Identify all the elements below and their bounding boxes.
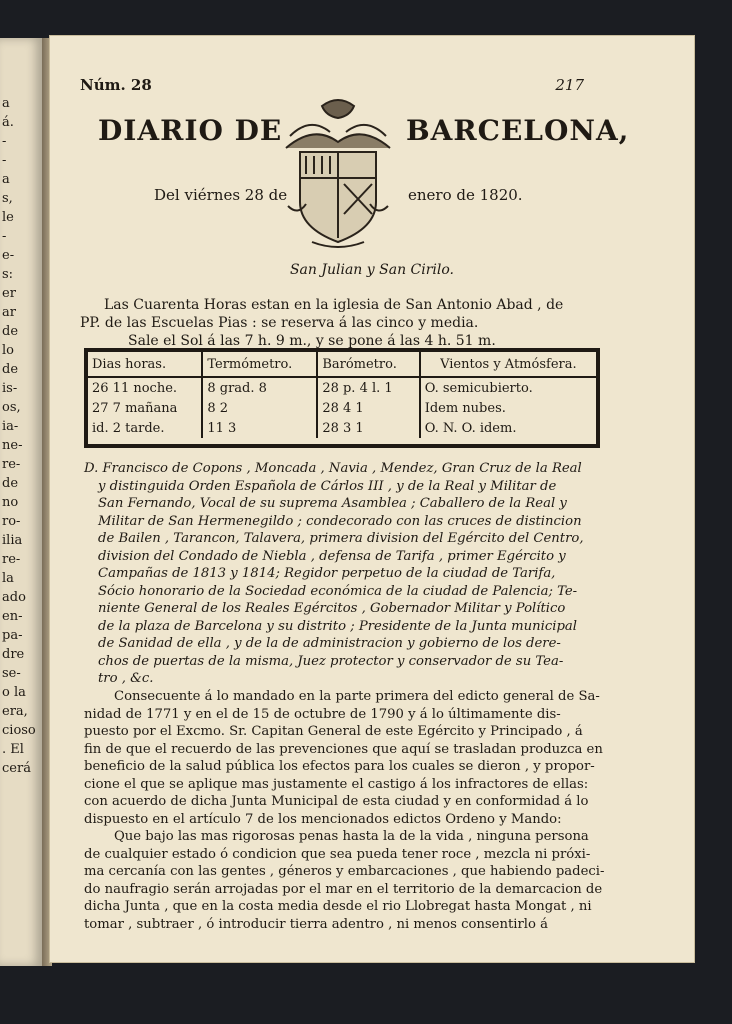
weather-table — [84, 348, 600, 448]
body-text-line: ma cercanía con las gentes , géneros y embarcaciones , que habiendo padeci- — [84, 864, 605, 879]
left-page-fragment: er — [2, 286, 16, 301]
decree-title-line: division del Condado de Niebla , defensa de Tarifa , primer Egército y — [98, 548, 566, 564]
body-text-line: dicha Junta , que en la costa media desde el rio Llobregat hasta Mongat , ni — [84, 899, 592, 914]
header-termometro: Termómetro. — [202, 352, 317, 377]
left-page-fragment: era, — [2, 704, 28, 719]
decree-title-line: Militar de San Hermenegildo ; condecorado con las cruces de distincion — [98, 513, 582, 529]
left-page-fragment: o la — [2, 685, 26, 700]
cell: 8 2 — [202, 398, 317, 418]
left-page-fragment: a — [2, 172, 10, 187]
page-number: 217 — [555, 76, 584, 94]
coat-of-arms-icon — [282, 96, 394, 252]
body-text-line: puesto por el Excmo. Sr. Capitan General de este Egército y Principado , á — [84, 724, 583, 739]
left-page-fragment: dre — [2, 647, 25, 662]
decree-title-line: D. Francisco de Copons , Moncada , Navia , Mendez, Gran Cruz de la Real — [84, 461, 582, 476]
decree-body-block — [84, 688, 605, 933]
body-text-line: cione el que se aplique mas justamente el castigo á los infractores de ellas: — [84, 776, 589, 792]
body-text-line: con acuerdo de dicha Junta Municipal de esta ciudad y en conformidad á lo — [84, 794, 589, 809]
decree-title-line: tro , &c. — [98, 671, 154, 686]
table-row — [88, 377, 596, 398]
decree-title-line: chos de puertas de la misma, Juez protector y conservador de su Tea- — [98, 653, 564, 669]
date-line-left: Del viérnes 28 de — [154, 186, 288, 204]
left-page-fragment: pa- — [2, 628, 23, 643]
left-page-fragment: - — [2, 229, 7, 244]
left-page-fragments — [0, 94, 42, 778]
left-page-fragment: ia- — [2, 419, 19, 434]
table-row — [88, 398, 596, 418]
decree-title-line: de Bailen , Tarancon, Talavera, primera division del Egército del Centro, — [98, 531, 584, 546]
left-page-edge — [0, 38, 42, 966]
newspaper-page — [50, 36, 694, 962]
left-page-fragment: re- — [2, 552, 21, 567]
body-text-line: do naufragio serán arrojadas por el mar en el territorio de la demarcacion de — [84, 881, 603, 897]
left-page-fragment: re- — [2, 457, 21, 472]
cell: 28 p. 4 l. 1 — [317, 377, 419, 398]
weather-table-header — [88, 352, 596, 377]
header-barometro: Barómetro. — [317, 352, 419, 377]
left-page-fragment: la — [2, 571, 14, 586]
body-text-line: tomar , subtraer , ó introducir tierra adentro , ni menos consentirlo á — [84, 916, 548, 932]
left-page-fragment: e- — [2, 248, 15, 263]
cell: Idem nubes. — [420, 398, 596, 418]
left-page-fragment: ne- — [2, 438, 23, 453]
cell: 27 7 mañana — [92, 400, 178, 416]
left-page-fragment: le — [2, 210, 14, 225]
body-text-line: dispuesto en el artículo 7 de los mencionados edictos Ordeno y Mando: — [84, 811, 562, 827]
saints-of-the-day: San Julian y San Cirilo. — [289, 262, 455, 278]
date-line-right: enero de 1820. — [408, 186, 523, 204]
left-page-fragment: se- — [2, 666, 21, 681]
left-page-fragment: de — [2, 476, 19, 491]
issue-number: Núm. 28 — [80, 76, 152, 94]
cell: id. 2 tarde. — [92, 420, 165, 436]
body-text-line: beneficio de la salud pública los efectos para los cuales se dieron , y propor- — [84, 759, 595, 774]
table-row — [88, 418, 596, 438]
left-page-fragment: cerá — [2, 761, 31, 776]
cell: 8 grad. 8 — [202, 377, 317, 398]
decree-titles-block — [84, 460, 594, 688]
cell: 28 3 1 — [317, 418, 419, 438]
decree-title-line: niente General de los Reales Egércitos , Gobernador Militar y Político — [98, 601, 566, 616]
left-page-fragment: - — [2, 134, 7, 149]
left-page-fragment: lo — [2, 343, 14, 358]
decree-title-line: Campañas de 1813 y 1814; Regidor perpetuo de la ciudad de Tarifa, — [98, 566, 556, 581]
decree-title-line: de la plaza de Barcelona y su distrito ; Presidente de la Junta municipal — [98, 618, 578, 634]
body-text-line: Que bajo las mas rigorosas penas hasta la de la vida , ninguna persona — [114, 829, 589, 844]
decree-title-line: San Fernando, Vocal de su suprema Asamblea ; Caballero de la Real y — [98, 496, 567, 511]
cell: O. N. O. idem. — [420, 418, 596, 438]
left-page-fragment: de — [2, 362, 19, 377]
cell: 11 3 — [202, 418, 317, 438]
left-page-fragment: ro- — [2, 514, 21, 529]
left-page-fragment: . El — [2, 742, 24, 757]
body-text-line: nidad de 1771 y en el de 15 de octubre de 1790 y á lo últimamente dis- — [84, 706, 561, 722]
header-vientos: Vientos y Atmósfera. — [420, 352, 596, 377]
left-page-fragment: no — [2, 495, 19, 510]
masthead-right: BARCELONA, — [406, 114, 630, 147]
left-page-fragment: ilia — [2, 533, 23, 548]
left-page-fragment: á. — [2, 115, 14, 130]
left-page-fragment: en- — [2, 609, 23, 624]
left-page-fragment: de — [2, 324, 19, 339]
cell: 26 11 noche. — [92, 380, 178, 396]
decree-title-line: y distinguida Orden Española de Cárlos III , y de la Real y Militar de — [98, 478, 557, 494]
left-page-fragment: ar — [2, 305, 16, 320]
notice-line-2: PP. de las Escuelas Pias : se reserva á las cinco y media. — [80, 315, 479, 331]
left-page-fragment: s, — [2, 191, 13, 206]
left-page-fragment: is- — [2, 381, 18, 396]
left-page-fragment: ado — [2, 590, 26, 605]
left-page-fragment: a — [2, 96, 10, 111]
left-page-fragment: os, — [2, 400, 21, 415]
notice-line-1: Las Cuarenta Horas estan en la iglesia de San Antonio Abad , de — [104, 297, 564, 313]
masthead-left: DIARIO DE — [98, 114, 283, 147]
body-text-line: Consecuente á lo mandado en la parte primera del edicto general de Sa- — [114, 689, 600, 704]
notice-line-3: Sale el Sol á las 7 h. 9 m., y se pone á las 4 h. 51 m. — [128, 333, 496, 349]
cell: O. semicubierto. — [420, 377, 596, 398]
left-page-fragment: - — [2, 153, 7, 168]
decree-title-line: Sócio honorario de la Sociedad económica de la ciudad de Palencia; Te- — [98, 583, 578, 599]
decree-title-line: de Sanidad de ella , y de la de administracion y gobierno de los dere- — [98, 636, 561, 651]
body-text-line: de cualquier estado ó condicion que sea pueda tener roce , mezcla ni próxi- — [84, 846, 591, 862]
left-page-fragment: s: — [2, 267, 14, 282]
left-page-fragment: cioso — [2, 723, 36, 738]
header-dias: Dias horas. — [88, 352, 202, 377]
cell: 28 4 1 — [317, 398, 419, 418]
body-text-line: fin de que el recuerdo de las prevenciones que aquí se trasladan produzca en — [84, 741, 603, 757]
